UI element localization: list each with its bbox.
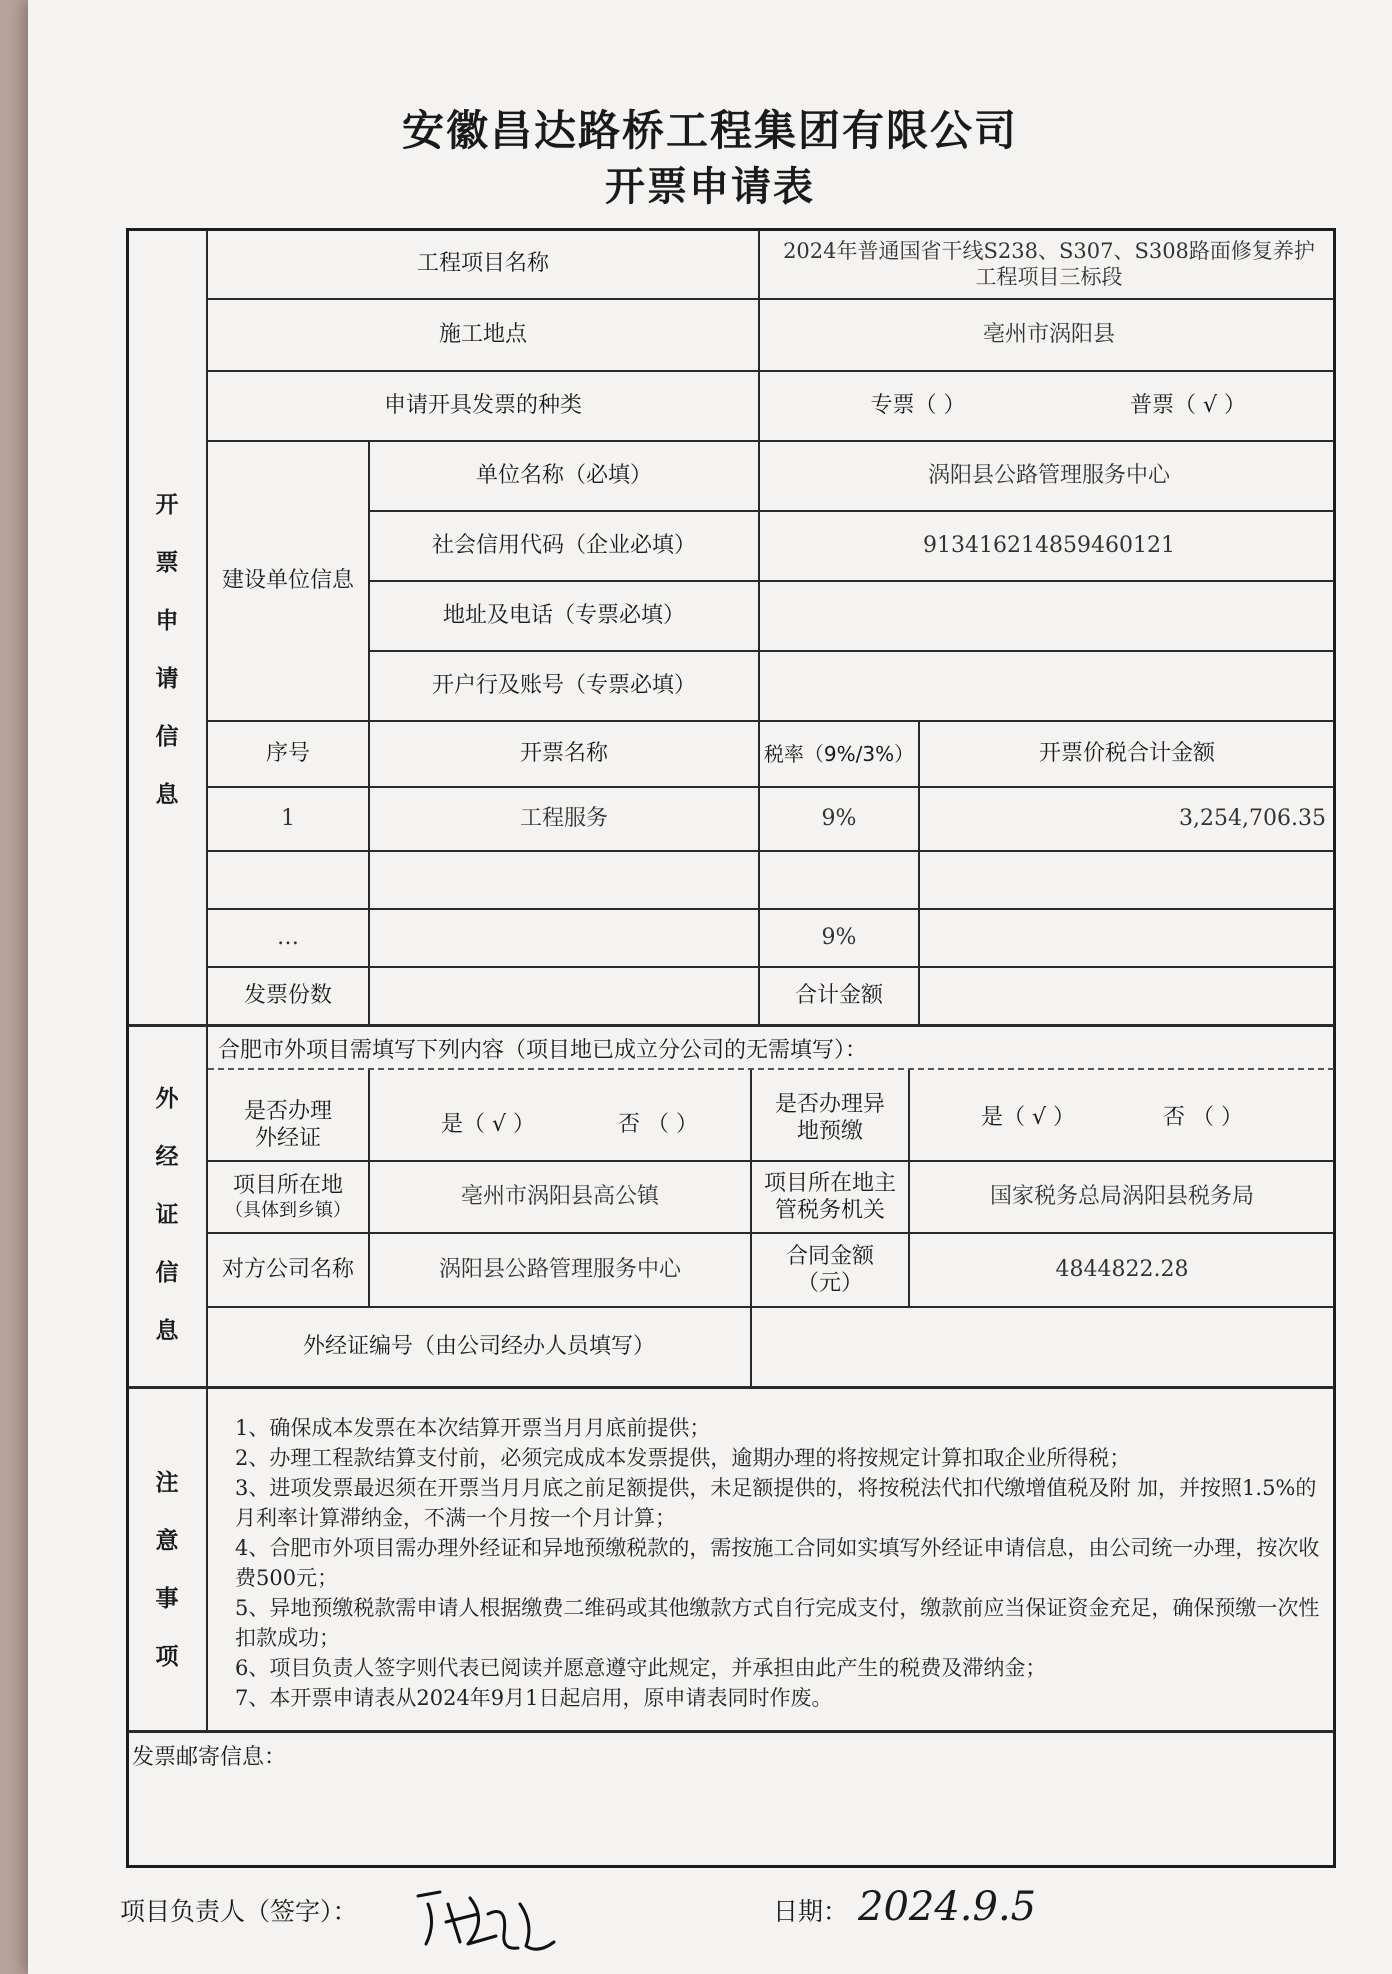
row2-amount[interactable] (920, 852, 1334, 908)
bank-value[interactable] (764, 652, 1334, 720)
col-rate-header: 税率（9%/3%） (763, 741, 915, 766)
need-permit-yes[interactable]: 是（ √ ） (440, 1112, 535, 1138)
prepay-label: 是否办理异地预缴 (774, 1091, 885, 1144)
notes-list (235, 1413, 1325, 1713)
invoice-count-label: 发票份数 (243, 983, 332, 1009)
project-name-label: 工程项目名称 (416, 251, 549, 277)
location-value[interactable]: 亳州市涡阳县高公镇 (460, 1184, 659, 1210)
manager-signature (408, 1884, 568, 1964)
builder-info-label: 建设单位信息 (221, 568, 354, 594)
form-paper (28, 0, 1392, 1974)
contract-label: 合同金额（元） (785, 1243, 874, 1296)
section-invoice-info-label: 开 票 申 请 信 息 (155, 492, 179, 808)
contract-value[interactable]: 4844822.28 (1055, 1257, 1189, 1283)
row1-rate[interactable]: 9% (821, 806, 857, 832)
col-seq-header: 序号 (265, 741, 310, 767)
total-amount-label: 合计金额 (794, 983, 883, 1009)
special-invoice-option[interactable]: 专票（ ） (870, 393, 966, 419)
permit-intro: 合肥市外项目需填写下列内容（项目地已成立分公司的无需填写）： (218, 1038, 868, 1064)
note-item: 6、项目负责人签字则代表已阅读并愿意遵守此规定，并承担由此产生的税费及滞纳金； (235, 1656, 1047, 1680)
total-amount-value[interactable] (920, 968, 1334, 1024)
tax-office-value[interactable]: 国家税务总局涡阳县税务局 (989, 1184, 1254, 1210)
row3-seq: … (277, 925, 299, 951)
counterparty-label: 对方公司名称 (221, 1257, 354, 1283)
note-item: 4、合肥市外项目需办理外经证和异地预缴税款的，需按施工合同如实填写外经证申请信息，由公司统一办理，按次收费500元； (235, 1536, 1320, 1590)
row2-name[interactable] (370, 852, 758, 908)
row2-rate[interactable] (760, 852, 918, 908)
row1-amount[interactable]: 3,254,706.35 (1179, 806, 1326, 832)
row3-rate[interactable]: 9% (821, 925, 857, 951)
need-permit-label: 是否办理外经证 (243, 1098, 332, 1151)
invoice-type-label: 申请开具发票的种类 (383, 393, 582, 419)
note-item: 5、异地预缴税款需申请人根据缴费二维码或其他缴款方式自行完成支付，缴款前应当保证资金充足，确保预缴一次性扣款成功； (235, 1596, 1320, 1650)
location-label: 项目所在地 （具体到乡镇） (225, 1173, 351, 1221)
project-name-value: 2024年普通国省干线S238、S307、S308路面修复养护工程项目三标段 (783, 238, 1315, 289)
note-item: 7、本开票申请表从2024年9月1日起启用，原申请表同时作废。 (235, 1686, 833, 1710)
form-title: 开票申请表 (605, 164, 815, 210)
col-amount-header: 开票价税合计金额 (1038, 741, 1215, 767)
normal-invoice-option[interactable]: 普票（ √ ） (1129, 393, 1246, 419)
address-label: 地址及电话（专票必填） (442, 603, 685, 629)
row3-name[interactable] (370, 910, 758, 966)
row2-seq (208, 852, 368, 908)
mailing-value[interactable] (132, 1784, 1328, 1864)
counterparty-value[interactable]: 涡阳县公路管理服务中心 (438, 1257, 681, 1283)
site-label: 施工地点 (438, 322, 527, 348)
signed-date: 2024.9.5 (858, 1884, 1037, 1930)
date-label: 日期： (773, 1897, 849, 1926)
unit-name-label: 单位名称（必填） (475, 463, 652, 489)
need-permit-no[interactable]: 否 （ ） (618, 1112, 698, 1138)
permit-no-label: 外经证编号（由公司经办人员填写） (302, 1334, 655, 1360)
prepay-yes[interactable]: 是（ √ ） (980, 1105, 1075, 1131)
address-value[interactable] (764, 582, 1334, 650)
mailing-label: 发票邮寄信息： (132, 1745, 287, 1771)
invoice-count-value[interactable] (370, 968, 758, 1024)
manager-signature-label: 项目负责人（签字）： (120, 1897, 358, 1926)
col-name-header: 开票名称 (519, 741, 608, 767)
tax-office-label: 项目所在地主管税务机关 (763, 1170, 896, 1223)
row3-amount[interactable] (920, 910, 1334, 966)
section-permit-info-label: 外 经 证 信 息 (155, 1086, 179, 1344)
credit-code-label: 社会信用代码（企业必填） (431, 533, 696, 559)
row1-seq: 1 (281, 806, 295, 832)
site-value: 亳州市涡阳县 (982, 322, 1115, 348)
note-item: 3、进项发票最迟须在开票当月月底之前足额提供，未足额提供的，将按税法代扣代缴增值税及附 加，并按照1.5%的月利率计算滞纳金，不满一个月按一个月计算； (235, 1476, 1317, 1530)
company-title: 安徽昌达路桥工程集团有限公司 (401, 106, 1018, 155)
credit-code-value[interactable]: 913416214859460121 (923, 533, 1175, 559)
note-item: 2、办理工程款结算支付前，必须完成成本发票提供，逾期办理的将按规定计算扣取企业所得税； (235, 1446, 1131, 1470)
note-item: 1、确保成本发票在本次结算开票当月月底前提供； (235, 1416, 711, 1440)
permit-no-value[interactable] (752, 1308, 1334, 1386)
bank-label: 开户行及账号（专票必填） (431, 673, 696, 699)
row1-name[interactable]: 工程服务 (519, 806, 608, 832)
unit-name-value[interactable]: 涡阳县公路管理服务中心 (927, 463, 1170, 489)
section-notes-label: 注 意 事 项 (155, 1470, 179, 1670)
prepay-no[interactable]: 否 （ ） (1163, 1105, 1243, 1131)
